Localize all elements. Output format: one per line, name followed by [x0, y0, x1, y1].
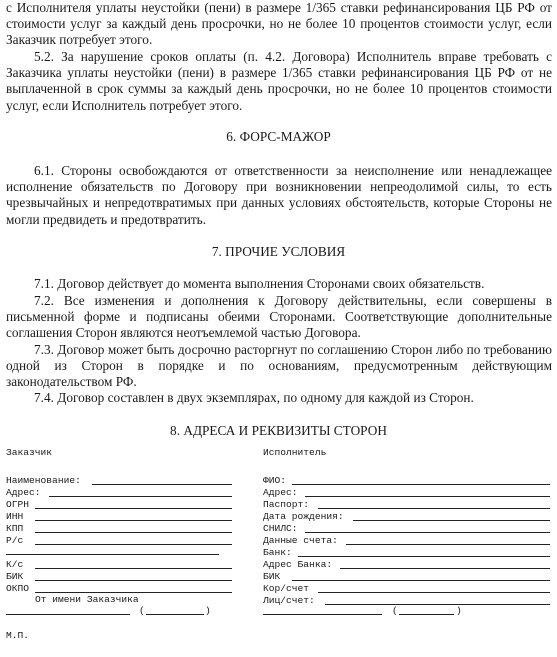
contractor-field-label: ФИО: [263, 475, 287, 486]
contractor-bank-address-line[interactable] [340, 568, 550, 569]
customer-corr-account-line[interactable] [35, 568, 232, 569]
customer-bik-line[interactable] [35, 580, 232, 581]
contractor-field-label: Лиц/счет: [263, 595, 315, 606]
contractor-bank-line[interactable] [298, 556, 550, 557]
section-8-heading: 8. АДРЕСА И РЕКВИЗИТЫ СТОРОН [170, 423, 387, 438]
paragraph-penalty-contractor: с Исполнителя уплаты неустойки (пени) в размере 1/365 ставки рефинансирования ЦБ РФ от стоимости услуг за каждый день просрочки, но не более 10 процентов стоимости услуг, если Заказчик потребует этого. [6, 0, 552, 48]
customer-okpo-line[interactable] [35, 592, 232, 593]
contractor-field-label: Кор/счет [263, 583, 310, 594]
contractor-fio-line[interactable] [292, 484, 550, 485]
paragraph-7-3: 7.3. Договор может быть досрочно расторгнут по соглашению Сторон либо по требованию одной из Сторон в порядке и по основаниям, предусмотренным действующим законодательством РФ. [6, 342, 552, 390]
paragraph-7-2: 7.2. Все изменения и дополнения к Договору действительны, если совершены в письменной форме и подписаны обеими Сторонами. Соответствующие дополнительные соглашения Сторон являются неотъемлемой частью Договора. [6, 293, 552, 341]
paragraph-7-4: 7.4. Договор составлен в двух экземплярах, по одному для каждой из Сторон. [34, 390, 474, 405]
customer-field-label: К/с [6, 559, 24, 570]
paragraph-6-1: 6.1. Стороны освобождаются от ответственности за неисполнение или ненадлежащее исполнение обязательств по Договору при возникновении непреодолимой силы, то есть чрезвычайных и непредотвратимых при данных условиях обстоятельств, которые Стороны не могли предвидеть и предотвратить. [6, 163, 552, 227]
customer-signature-line[interactable] [6, 614, 130, 615]
contractor-field-label: Дата рождения: [263, 511, 344, 522]
customer-ogrn-line[interactable] [35, 508, 232, 509]
customer-field-label: БИК [6, 571, 24, 582]
customer-account-line-2[interactable] [6, 554, 219, 555]
contractor-snils-line[interactable] [305, 532, 550, 533]
contractor-field-label: Паспорт: [263, 499, 310, 510]
contractor-sign-paren-close: ) [456, 605, 462, 616]
contractor-personal-account-line[interactable] [325, 604, 550, 605]
contractor-bik-line[interactable] [292, 580, 550, 581]
contractor-field-label: Банк: [263, 547, 292, 558]
contractor-field-label: Данные счета: [263, 535, 338, 546]
contractor-title: Исполнитель [263, 447, 327, 458]
contractor-signature-line[interactable] [263, 614, 382, 615]
customer-field-label: ОГРН [6, 499, 30, 510]
customer-field-label: Адрес: [6, 487, 41, 498]
paragraph-5-2: 5.2. За нарушение сроков оплаты (п. 4.2. Договора) Исполнитель вправе требовать с Заказчика уплаты неустойки (пени) в размере 1/365 ставки рефинансирования ЦБ РФ от не выплаченной в срок суммы за каждый день просрочки, но не более 10 процентов стоимости услуг, если Исполнитель потребует этого. [6, 49, 552, 113]
customer-account-line[interactable] [35, 544, 232, 545]
contractor-sign-paren-open: ( [392, 605, 398, 616]
contractor-corr-account-line[interactable] [318, 592, 550, 593]
contractor-passport-line[interactable] [318, 508, 550, 509]
section-6-heading: 6. ФОРС-МАЖОР [226, 129, 331, 144]
customer-field-label: Р/с [6, 535, 24, 546]
customer-address-line[interactable] [49, 496, 232, 497]
customer-name-line[interactable] [92, 484, 232, 485]
customer-kpp-line[interactable] [35, 532, 232, 533]
contractor-signature-name-line[interactable] [399, 614, 454, 615]
customer-sign-paren-close: ) [205, 605, 211, 616]
customer-sign-paren-open: ( [139, 605, 145, 616]
contractor-field-label: СНИЛС: [263, 523, 298, 534]
contractor-field-label: Адрес Банка: [263, 559, 333, 570]
customer-field-label: ИНН [6, 511, 24, 522]
contractor-birthdate-line[interactable] [353, 520, 550, 521]
section-7-heading: 7. ПРОЧИЕ УСЛОВИЯ [211, 244, 346, 259]
contractor-field-label: Адрес: [263, 487, 298, 498]
customer-title: Заказчик [6, 447, 53, 458]
contractor-account-data-line[interactable] [346, 544, 550, 545]
customer-field-label: Наименование: [6, 475, 81, 486]
stamp-label: М.П. [6, 630, 30, 641]
customer-signature-name-line[interactable] [146, 614, 204, 615]
contractor-address-line[interactable] [305, 496, 550, 497]
customer-field-label: ОКПО [6, 583, 30, 594]
customer-sign-caption: От имени Заказчика [35, 594, 139, 605]
customer-inn-line[interactable] [35, 520, 232, 521]
paragraph-7-1: 7.1. Договор действует до момента выполнения Сторонами своих обязательств. [34, 276, 485, 291]
contractor-field-label: БИК [263, 571, 281, 582]
customer-field-label: КПП [6, 523, 24, 534]
